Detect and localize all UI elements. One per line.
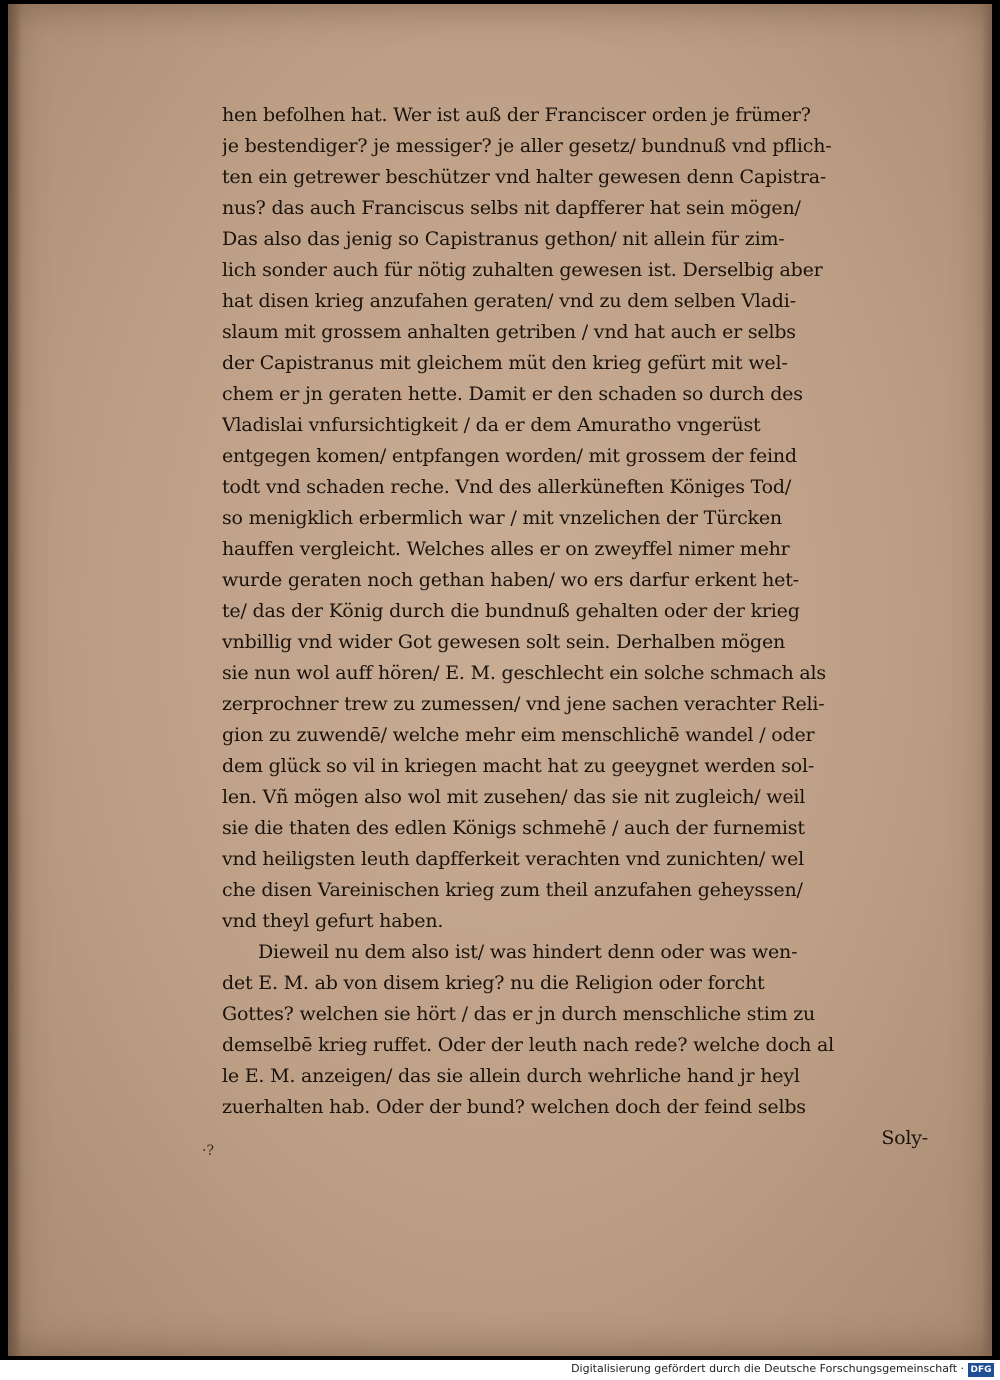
text-line: hat disen krieg anzufahen geraten/ vnd zu dem selben Vladi- [222, 290, 796, 312]
page-spine-shadow [8, 4, 22, 1356]
text-line: Vladislai vnfursichtigkeit / da er dem Amuratho vngerüst [222, 414, 761, 436]
text-line: vnd heiligsten leuth dapfferkeit verachten vnd zunichten/ wel [222, 848, 804, 870]
text-line: chem er jn geraten hette. Damit er den schaden so durch des [222, 383, 803, 405]
text-line: dem glück so vil in kriegen macht hat zu geeygnet werden sol- [222, 755, 815, 777]
catchword: Soly- [881, 1127, 928, 1149]
text-line: sie die thaten des edlen Königs schmehē / auch der furnemist [222, 817, 805, 839]
text-line: det E. M. ab von disem krieg? nu die Religion oder forcht [222, 972, 765, 994]
stray-ink-mark: ·? [202, 1143, 214, 1159]
page-edge-shadow [982, 4, 992, 1356]
text-line: len. Vñ mögen also wol mit zusehen/ das sie nit zugleich/ weil [222, 786, 806, 808]
text-line: demselbē krieg ruffet. Oder der leuth nach rede? welche doch al [222, 1034, 835, 1056]
text-line: ten ein getrewer beschützer vnd halter gewesen denn Capistra- [222, 166, 827, 188]
text-line: nus? das auch Franciscus selbs nit dapfferer hat sein mögen/ [222, 197, 801, 219]
text-line: Das also das jenig so Capistranus gethon/ nit allein für zim- [222, 228, 785, 250]
dfg-logo: DFG [968, 1363, 994, 1377]
text-line: zerprochner trew zu zumessen/ vnd jene sachen verachter Reli- [222, 693, 825, 715]
text-line: entgegen komen/ entpfangen worden/ mit grossem der feind [222, 445, 797, 467]
text-line: todt vnd schaden reche. Vnd des allerküneften Königes Tod/ [222, 476, 792, 498]
digitization-footer [0, 1360, 1000, 1380]
text-line: je bestendiger? je messiger? je aller gesetz/ bundnuß vnd pflich- [222, 135, 832, 157]
text-line: der Capistranus mit gleichem müt den krieg gefürt mit wel- [222, 352, 788, 374]
text-line: zuerhalten hab. Oder der bund? welchen doch der feind selbs [222, 1096, 806, 1118]
text-line: hauffen vergleicht. Welches alles er on zweyffel nimer mehr [222, 538, 790, 560]
text-line: lich sonder auch für nötig zuhalten gewesen ist. Derselbig aber [222, 259, 823, 281]
text-line: slaum mit grossem anhalten getriben / vnd hat auch er selbs [222, 321, 796, 343]
text-line: hen befolhen hat. Wer ist auß der Franciscer orden je frümer? [222, 104, 811, 126]
text-line: vnbillig vnd wider Got gewesen solt sein. Derhalben mögen [222, 631, 786, 653]
body-text [222, 100, 934, 1154]
text-line: so menigklich erbermlich war / mit vnzelichen der Türcken [222, 507, 782, 529]
text-line: te/ das der König durch die bundnuß gehalten oder der krieg [222, 600, 800, 622]
text-line: Gottes? welchen sie hört / das er jn durch menschliche stim zu [222, 1003, 816, 1025]
funding-credit: Digitalisierung gefördert durch die Deutsche Forschungsgemeinschaft · [571, 1362, 964, 1375]
text-line: gion zu zuwendē/ welche mehr eim menschlichē wandel / oder [222, 724, 815, 746]
text-line: vnd theyl gefurt haben. [222, 910, 444, 932]
text-line: sie nun wol auff hören/ E. M. geschlecht ein solche schmach als [222, 662, 826, 684]
text-line: le E. M. anzeigen/ das sie allein durch wehrliche hand jr heyl [222, 1065, 800, 1087]
text-line: wurde geraten noch gethan haben/ wo ers darfur erkent het- [222, 569, 799, 591]
text-line: che disen Vareinischen krieg zum theil anzufahen geheyssen/ [222, 879, 803, 901]
paragraph-start-line: Dieweil nu dem also ist/ was hindert denn oder was wen- [258, 941, 798, 963]
